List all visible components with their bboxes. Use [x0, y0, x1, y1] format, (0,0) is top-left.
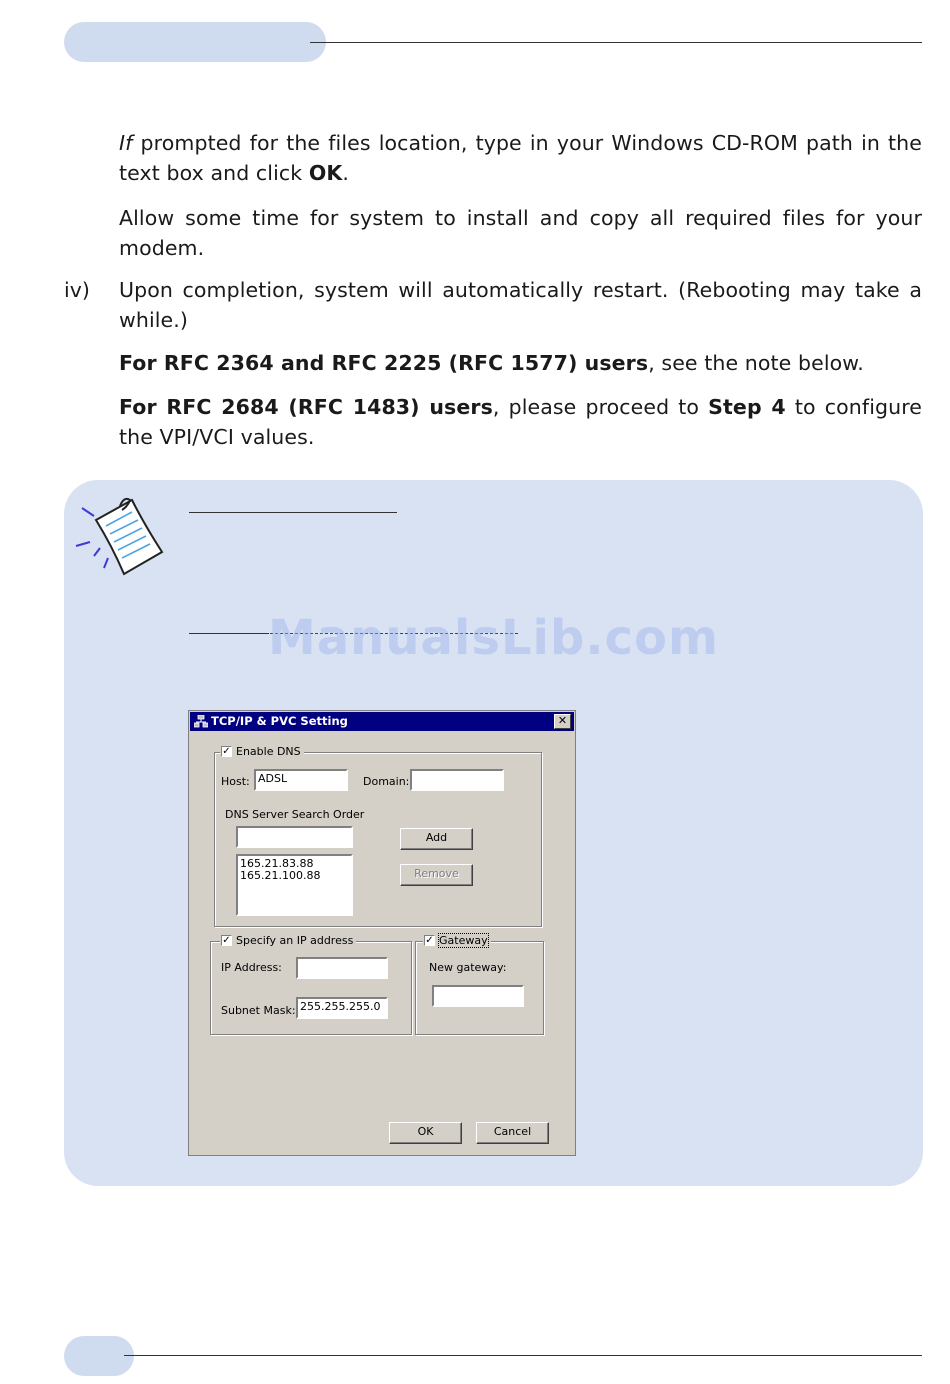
host-input[interactable]: ADSL	[254, 769, 348, 791]
ip-address-group	[210, 941, 412, 1035]
enable-dns-checkbox[interactable]	[220, 745, 304, 758]
rfc2684-label: For RFC 2684 (RFC 1483) users	[119, 395, 493, 419]
new-gateway-label: New gateway:	[429, 961, 507, 974]
domain-input[interactable]	[410, 769, 504, 791]
list-item[interactable]: 165.21.100.88	[240, 869, 321, 882]
add-button[interactable]: Add	[400, 828, 473, 850]
paragraph-rfc2364-note	[119, 348, 922, 378]
dns-order-label: DNS Server Search Order	[225, 808, 365, 821]
cancel-button[interactable]: Cancel	[476, 1122, 549, 1144]
close-icon[interactable]: ✕	[554, 714, 571, 729]
paragraph-text: prompted for the files location, type in your Windows CD-ROM path in the text box and click	[119, 131, 922, 185]
host-label: Host:	[221, 775, 250, 788]
watermark: ManualsLib.com	[268, 610, 719, 666]
header-tab-decoration	[64, 22, 326, 62]
gateway-check[interactable]: ✓	[425, 935, 434, 946]
enable-dns-label: Enable DNS	[236, 745, 301, 758]
paragraph-rfc2684-note	[119, 392, 922, 452]
network-icon	[194, 715, 208, 728]
paragraph-text: , see the note below.	[648, 351, 864, 375]
dialog-title-bar[interactable]	[190, 712, 574, 731]
footer-rule	[124, 1355, 922, 1356]
enable-dns-check[interactable]: ✓	[222, 746, 231, 757]
ip-address-input[interactable]	[296, 957, 388, 979]
list-item[interactable]: 165.21.83.88	[240, 857, 314, 870]
domain-label: Domain:	[363, 775, 410, 788]
remove-button[interactable]: Remove	[400, 864, 473, 886]
dns-server-list[interactable]	[236, 854, 353, 916]
dialog-title: TCP/IP & PVC Setting	[211, 714, 348, 728]
paragraph-text: to configure the VPI/VCI values.	[119, 395, 922, 449]
dns-server-input[interactable]	[236, 826, 353, 848]
tcpip-pvc-dialog	[188, 710, 576, 1156]
step4-keyword: Step 4	[708, 395, 786, 419]
paragraph-restart: Upon completion, system will automatically restart. (Rebooting may take a while.)	[119, 278, 922, 332]
emphasis-if: If	[119, 131, 133, 155]
new-gateway-input[interactable]	[432, 985, 524, 1007]
footer-tab-decoration	[64, 1336, 134, 1376]
subnet-mask-label: Subnet Mask:	[221, 1004, 296, 1017]
specify-ip-label: Specify an IP address	[236, 934, 354, 947]
paragraph-files-location	[119, 128, 922, 188]
ok-keyword: OK	[308, 161, 343, 185]
ip-address-label: IP Address:	[221, 961, 282, 974]
note-paper-icon	[74, 494, 166, 578]
specify-ip-check[interactable]: ✓	[222, 935, 231, 946]
gateway-checkbox[interactable]	[423, 934, 491, 947]
paragraph-allow-time: Allow some time for system to install and copy all required files for your modem.	[119, 206, 922, 260]
paragraph-text: , please proceed to	[492, 395, 709, 419]
gateway-label: Gateway	[439, 934, 488, 947]
rfc2364-label: For RFC 2364 and RFC 2225 (RFC 1577) users	[119, 351, 649, 375]
note-subheading-underline	[189, 633, 269, 634]
header-rule	[310, 42, 922, 43]
ok-button[interactable]: OK	[389, 1122, 462, 1144]
specify-ip-checkbox[interactable]	[220, 934, 356, 947]
list-marker-iv: iv)	[64, 278, 90, 302]
paragraph-text: .	[342, 161, 349, 185]
note-heading-underline	[189, 512, 397, 513]
subnet-mask-input[interactable]: 255.255.255.0	[296, 997, 388, 1019]
